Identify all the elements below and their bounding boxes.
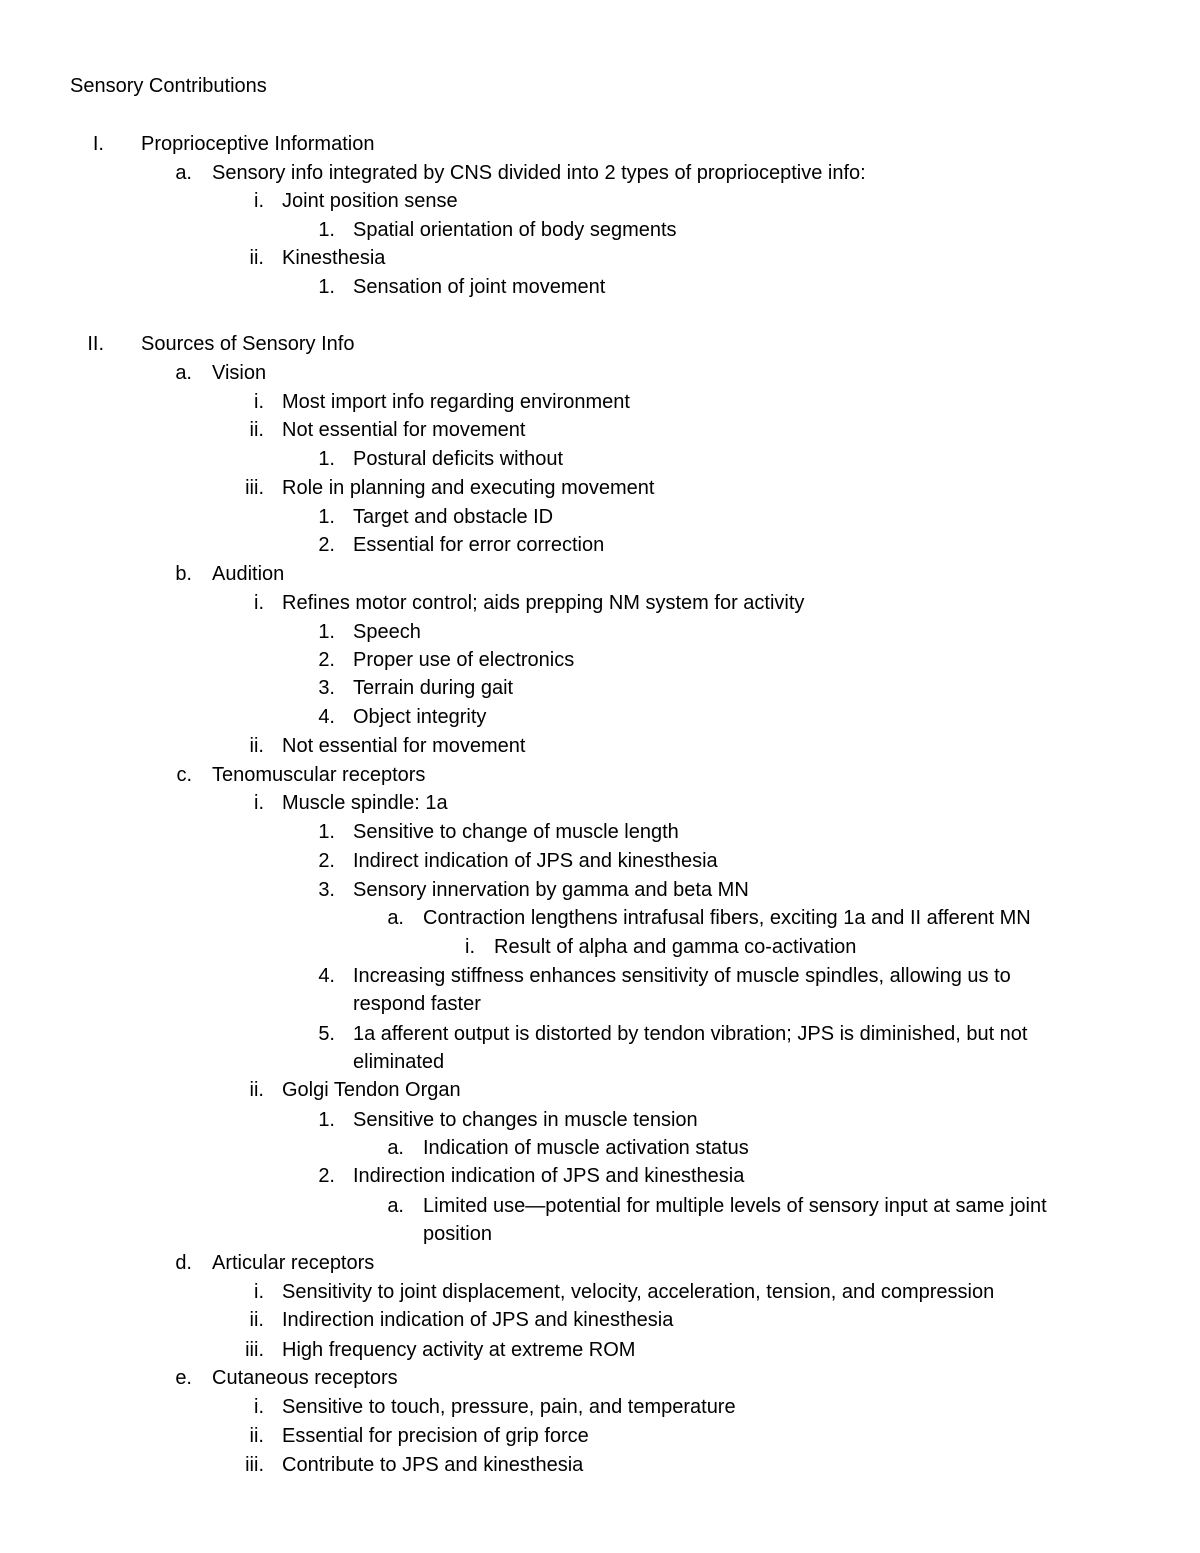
outline-item	[0, 904, 1200, 932]
outline-item	[0, 674, 1200, 702]
outline-item-text: Result of alpha and gamma co-activation	[494, 936, 857, 958]
outline-item-text: Target and obstacle ID	[353, 506, 554, 528]
outline-item-text: Essential for precision of grip force	[282, 1425, 589, 1447]
outline-item-text: Proprioceptive Information	[141, 133, 375, 155]
outline-item	[0, 703, 1200, 731]
outline-item	[0, 847, 1200, 875]
outline-item-text: position	[423, 1223, 492, 1245]
outline-item-text: Object integrity	[353, 706, 487, 728]
outline-item-marker: a.	[387, 1195, 404, 1217]
outline-item-marker: d.	[175, 1252, 192, 1274]
outline-item-text: Indirect indication of JPS and kinesthesia	[353, 850, 718, 872]
outline-item-marker: i.	[254, 190, 264, 212]
outline-item-text: Joint position sense	[282, 190, 458, 212]
outline-item-marker: 3.	[318, 879, 335, 901]
outline-item-text: Golgi Tendon Organ	[282, 1079, 461, 1101]
outline-item-text: Terrain during gait	[353, 677, 514, 699]
outline-item	[0, 1162, 1200, 1190]
outline-item	[0, 330, 1200, 358]
outline-item-text: Refines motor control; aids prepping NM system for activity	[282, 592, 805, 614]
outline-item-marker: 5.	[318, 1023, 335, 1045]
outline-item-text: Cutaneous receptors	[212, 1367, 398, 1389]
outline-item	[0, 1306, 1200, 1334]
outline-item	[0, 1393, 1200, 1421]
outline-item	[0, 761, 1200, 789]
outline-item-text: Sensitive to changes in muscle tension	[353, 1109, 698, 1131]
outline-item	[0, 1451, 1200, 1479]
outline-item-text: Sensory info integrated by CNS divided into 2 types of proprioceptive info:	[212, 162, 866, 184]
page-title: Sensory Contributions	[70, 75, 267, 97]
outline-item-marker: iii.	[245, 477, 264, 499]
outline-item	[0, 1192, 1200, 1220]
outline-item-text: High frequency activity at extreme ROM	[282, 1339, 636, 1361]
outline-item-marker: ii.	[249, 247, 264, 269]
outline-item	[0, 1106, 1200, 1134]
outline-item-marker: 1.	[318, 621, 335, 643]
outline-item	[0, 818, 1200, 846]
outline-item-marker: ii.	[249, 1425, 264, 1447]
outline-item-marker: i.	[254, 792, 264, 814]
outline-item-marker: i.	[254, 1396, 264, 1418]
outline-item-text: 1a afferent output is distorted by tendon vibration; JPS is diminished, but not	[353, 1023, 1028, 1045]
outline-item-marker: 2.	[318, 649, 335, 671]
outline-item-text: Not essential for movement	[282, 419, 526, 441]
outline-item-text: Sensitive to change of muscle length	[353, 821, 679, 843]
outline-item	[0, 1020, 1200, 1048]
outline-item	[0, 244, 1200, 272]
outline-item-marker: 1.	[318, 276, 335, 298]
outline-item	[0, 503, 1200, 531]
outline-item-text: Sources of Sensory Info	[141, 333, 355, 355]
outline-item-text: Postural deficits without	[353, 448, 564, 470]
outline-item	[0, 474, 1200, 502]
outline-item-marker: b.	[175, 563, 192, 585]
outline-item-marker: iii.	[245, 1339, 264, 1361]
outline-item-marker: i.	[465, 936, 475, 958]
outline-item-text: Sensation of joint movement	[353, 276, 606, 298]
outline-item-marker: e.	[175, 1367, 192, 1389]
outline-item	[0, 933, 1200, 961]
outline-item-text: Essential for error correction	[353, 534, 605, 556]
outline-item-marker: 1.	[318, 506, 335, 528]
outline-item-marker: 2.	[318, 1165, 335, 1187]
outline-item-text: Contribute to JPS and kinesthesia	[282, 1454, 584, 1476]
outline-item	[0, 589, 1200, 617]
outline-item-text: Sensory innervation by gamma and beta MN	[353, 879, 749, 901]
outline-item-marker: i.	[254, 1281, 264, 1303]
outline-item-text: Sensitivity to joint displacement, velocity, acceleration, tension, and compression	[282, 1281, 995, 1303]
outline-item-text: Vision	[212, 362, 267, 384]
outline-item-text: Kinesthesia	[282, 247, 386, 269]
outline-item-marker: 2.	[318, 534, 335, 556]
outline-item-marker: I.	[92, 133, 104, 155]
outline-item-text: Tenomuscular receptors	[212, 764, 426, 786]
outline-item-marker: a.	[387, 907, 404, 929]
outline-item	[0, 273, 1200, 301]
outline-item-marker: ii.	[249, 1079, 264, 1101]
outline-item-text: Not essential for movement	[282, 735, 526, 757]
outline-item	[0, 187, 1200, 215]
outline-item-text: Muscle spindle: 1a	[282, 792, 448, 814]
outline-item	[0, 876, 1200, 904]
outline-item-text: Indication of muscle activation status	[423, 1137, 749, 1159]
outline-item	[0, 388, 1200, 416]
outline-item	[0, 130, 1200, 158]
outline-item-text: Sensitive to touch, pressure, pain, and temperature	[282, 1396, 736, 1418]
outline-item	[0, 1076, 1200, 1104]
outline-item-marker: 2.	[318, 850, 335, 872]
outline-item	[0, 216, 1200, 244]
outline-item	[0, 359, 1200, 387]
outline-item	[0, 1048, 1200, 1076]
outline-item-text: Most import info regarding environment	[282, 391, 630, 413]
outline-item	[0, 445, 1200, 473]
outline-item-text: eliminated	[353, 1051, 445, 1073]
outline-item-marker: ii.	[249, 1309, 264, 1331]
outline-item-text: respond faster	[353, 993, 481, 1015]
outline-item-text: Limited use—potential for multiple levels of sensory input at same joint	[423, 1195, 1047, 1217]
outline-item-marker: a.	[175, 162, 192, 184]
outline-item-text: Indirection indication of JPS and kinesthesia	[282, 1309, 674, 1331]
outline-item-text: Articular receptors	[212, 1252, 375, 1274]
outline-item-marker: i.	[254, 391, 264, 413]
outline-item	[0, 789, 1200, 817]
outline-item-text: Contraction lengthens intrafusal fibers, exciting 1a and II afferent MN	[423, 907, 1031, 929]
outline-item	[0, 990, 1200, 1018]
outline-item	[0, 416, 1200, 444]
outline-item-marker: 1.	[318, 219, 335, 241]
outline-item-marker: iii.	[245, 1454, 264, 1476]
outline-item-marker: c.	[176, 764, 192, 786]
outline-item-text: Role in planning and executing movement	[282, 477, 655, 499]
outline-item-marker: ii.	[249, 419, 264, 441]
outline-item-marker: 1.	[318, 448, 335, 470]
outline-item-marker: 1.	[318, 821, 335, 843]
outline-item	[0, 1249, 1200, 1277]
outline-item-text: Speech	[353, 621, 421, 643]
outline-item	[0, 646, 1200, 674]
outline-item	[0, 1422, 1200, 1450]
outline-item	[0, 560, 1200, 588]
outline-item-text: Audition	[212, 563, 285, 585]
outline-item	[0, 1336, 1200, 1364]
outline-item	[0, 531, 1200, 559]
outline-item-marker: a.	[175, 362, 192, 384]
outline-item	[0, 159, 1200, 187]
outline-item-text: Spatial orientation of body segments	[353, 219, 677, 241]
outline-item	[0, 618, 1200, 646]
outline-item-text: Increasing stiffness enhances sensitivity of muscle spindles, allowing us to	[353, 965, 1011, 987]
outline-item-marker: II.	[87, 333, 104, 355]
outline-item-marker: a.	[387, 1137, 404, 1159]
outline-item	[0, 1278, 1200, 1306]
outline-item	[0, 1364, 1200, 1392]
outline-item-marker: 4.	[318, 706, 335, 728]
outline-item-text: Proper use of electronics	[353, 649, 575, 671]
outline-item	[0, 1220, 1200, 1248]
outline-item-marker: ii.	[249, 735, 264, 757]
outline-item-marker: 4.	[318, 965, 335, 987]
outline-item-marker: 1.	[318, 1109, 335, 1131]
outline-item-marker: 3.	[318, 677, 335, 699]
outline-item	[0, 732, 1200, 760]
outline-item	[0, 962, 1200, 990]
outline-item-text: Indirection indication of JPS and kinesthesia	[353, 1165, 745, 1187]
outline-item-marker: i.	[254, 592, 264, 614]
outline-item	[0, 1134, 1200, 1162]
